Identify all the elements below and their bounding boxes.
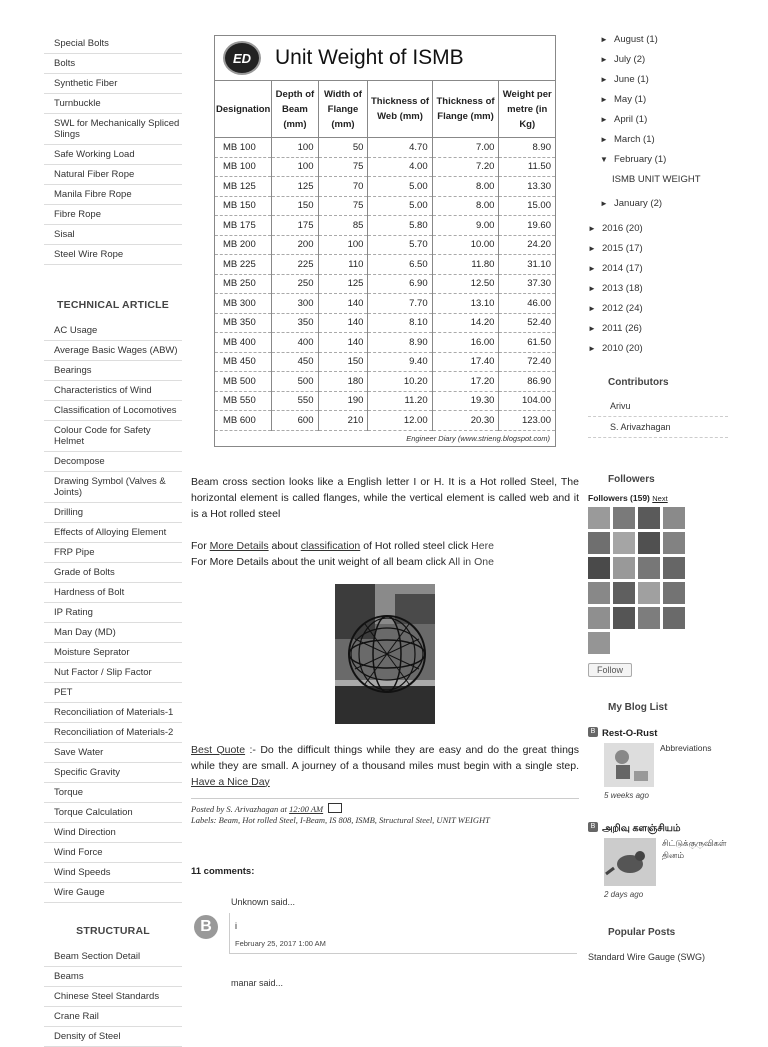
sphere-sculpture-image bbox=[335, 584, 435, 724]
table-cell: MB 200 bbox=[215, 235, 272, 255]
table-cell: 250 bbox=[272, 274, 318, 294]
archive-label: 2011 (26) bbox=[602, 323, 642, 334]
blogger-avatar-icon: B bbox=[194, 915, 218, 939]
table-cell: 70 bbox=[318, 177, 368, 197]
follower-avatar[interactable] bbox=[588, 532, 610, 554]
sidebar-link[interactable]: Colour Code for Safety Helmet bbox=[44, 421, 182, 452]
popular-posts-heading: Popular Posts bbox=[608, 927, 676, 938]
table-cell: 15.00 bbox=[499, 196, 555, 216]
table-cell: 550 bbox=[272, 391, 318, 411]
collapsed-triangle-icon[interactable]: ► bbox=[600, 35, 608, 44]
archive-label: 2015 (17) bbox=[602, 243, 643, 254]
follower-avatar[interactable] bbox=[588, 582, 610, 604]
blogger-icon: B bbox=[588, 727, 598, 737]
archive-label: August (1) bbox=[614, 34, 658, 45]
comment-author[interactable]: Unknown said... bbox=[231, 896, 296, 907]
collapsed-triangle-icon[interactable]: ► bbox=[588, 224, 596, 233]
expanded-triangle-icon[interactable]: ▼ bbox=[600, 155, 608, 164]
sidebar-link[interactable]: FRP Pipe bbox=[44, 543, 182, 563]
table-row bbox=[215, 157, 555, 177]
archive-month[interactable] bbox=[588, 34, 728, 54]
archive-label: 2012 (24) bbox=[602, 303, 643, 314]
sidebar-link[interactable]: Grade of Bolts bbox=[44, 563, 182, 583]
table-credit: Engineer Diary (www.strieng.blogspot.com) bbox=[406, 433, 550, 443]
table-row bbox=[215, 372, 555, 392]
archive-month[interactable] bbox=[588, 74, 728, 94]
collapsed-triangle-icon[interactable]: ► bbox=[600, 199, 608, 208]
table-cell: 14.20 bbox=[432, 313, 499, 333]
sidebar-link[interactable]: IP Rating bbox=[44, 603, 182, 623]
follower-avatar[interactable] bbox=[613, 582, 635, 604]
comment-text: i bbox=[235, 920, 237, 931]
sidebar-link[interactable]: Wind Direction bbox=[44, 823, 182, 843]
sidebar-link[interactable]: SWL for Mechanically Spliced Slings bbox=[44, 114, 182, 145]
text-about: about bbox=[271, 539, 298, 552]
table-row bbox=[215, 216, 555, 236]
posted-by: Posted by S. Arivazhagan at bbox=[191, 803, 287, 814]
follower-avatar[interactable] bbox=[663, 532, 685, 554]
sidebar-link[interactable]: Synthetic Fiber bbox=[44, 74, 182, 94]
contributor-link[interactable]: Arivu bbox=[588, 396, 728, 417]
archive-year[interactable] bbox=[588, 243, 728, 263]
table-cell: MB 450 bbox=[215, 352, 272, 372]
table-cell: 16.00 bbox=[432, 333, 499, 353]
table-cell: 50 bbox=[318, 138, 368, 158]
table-cell: MB 225 bbox=[215, 255, 272, 275]
sidebar-link[interactable]: Specific Gravity bbox=[44, 763, 182, 783]
archive-year[interactable] bbox=[588, 343, 728, 363]
cartoon-thumbnail-image bbox=[604, 743, 654, 787]
sidebar-link[interactable]: Manila Fibre Rope bbox=[44, 185, 182, 205]
follower-avatar[interactable] bbox=[663, 607, 685, 629]
contributors-list bbox=[588, 396, 728, 438]
table-cell: 8.00 bbox=[432, 177, 499, 197]
archive-post-link[interactable] bbox=[588, 174, 728, 198]
table-row bbox=[215, 255, 555, 275]
table-cell: 8.10 bbox=[368, 313, 432, 333]
text-hot-rolled: of Hot rolled steel click bbox=[363, 539, 469, 552]
table-header-cell: Width of Flange (mm) bbox=[318, 81, 368, 138]
collapsed-triangle-icon[interactable]: ► bbox=[588, 304, 596, 313]
best-quote-link[interactable]: Best Quote bbox=[191, 743, 246, 756]
table-cell: 75 bbox=[318, 157, 368, 177]
table-cell: MB 350 bbox=[215, 313, 272, 333]
collapsed-triangle-icon[interactable]: ► bbox=[588, 344, 596, 353]
follower-avatar[interactable] bbox=[638, 557, 660, 579]
table-cell: 400 bbox=[272, 333, 318, 353]
table-cell: 11.80 bbox=[432, 255, 499, 275]
post-paragraph-links bbox=[191, 538, 579, 570]
blog-post-age: 2 days ago bbox=[604, 890, 644, 899]
follower-avatar[interactable] bbox=[588, 557, 610, 579]
archive-year[interactable] bbox=[588, 263, 728, 283]
table-cell: 100 bbox=[272, 138, 318, 158]
table-cell: MB 100 bbox=[215, 157, 272, 177]
table-cell: 100 bbox=[272, 157, 318, 177]
table-cell: 450 bbox=[272, 352, 318, 372]
here-link[interactable]: Here bbox=[471, 539, 494, 552]
table-row bbox=[215, 352, 555, 372]
table-cell: 125 bbox=[272, 177, 318, 197]
table-row bbox=[215, 294, 555, 314]
quote-text: :- Do the difficult things while they are easy and do the great things while they are small. A journey of a thousand miles must begin with a single step. bbox=[191, 743, 579, 772]
table-cell: 7.00 bbox=[432, 138, 499, 158]
table-header-cell: Thickness of Flange (mm) bbox=[432, 81, 499, 138]
table-cell: MB 550 bbox=[215, 391, 272, 411]
follower-avatar[interactable] bbox=[613, 607, 635, 629]
table-cell: 110 bbox=[318, 255, 368, 275]
blog-post-age: 5 weeks ago bbox=[604, 791, 649, 800]
sidebar-link[interactable]: Fibre Rope bbox=[44, 205, 182, 225]
sidebar-link[interactable]: Bolts bbox=[44, 54, 182, 74]
email-post-icon[interactable] bbox=[328, 803, 342, 813]
table-cell: 37.30 bbox=[499, 274, 555, 294]
collapsed-triangle-icon[interactable]: ► bbox=[588, 244, 596, 253]
table-cell: 19.30 bbox=[432, 391, 499, 411]
sidebar-link[interactable]: Effects of Alloying Element bbox=[44, 523, 182, 543]
archive-year[interactable] bbox=[588, 223, 728, 243]
table-row bbox=[215, 313, 555, 333]
sidebar-link[interactable]: Wind Force bbox=[44, 843, 182, 863]
table-cell: 140 bbox=[318, 333, 368, 353]
archive-month[interactable] bbox=[588, 114, 728, 134]
table-title-bar bbox=[215, 36, 555, 81]
table-cell: 123.00 bbox=[499, 411, 555, 431]
archive-month[interactable] bbox=[588, 134, 728, 154]
sidebar-link[interactable]: PET bbox=[44, 683, 182, 703]
blog-list-item bbox=[588, 723, 728, 800]
sidebar-link[interactable]: Beams bbox=[44, 967, 182, 987]
collapsed-triangle-icon[interactable]: ► bbox=[600, 95, 608, 104]
table-cell: 20.30 bbox=[432, 411, 499, 431]
table-cell: 600 bbox=[272, 411, 318, 431]
table-cell: 12.00 bbox=[368, 411, 432, 431]
table-cell: 11.50 bbox=[499, 157, 555, 177]
sidebar-link[interactable]: Wind Speeds bbox=[44, 863, 182, 883]
text-for: For bbox=[191, 539, 207, 552]
archive-year[interactable] bbox=[588, 323, 728, 343]
technical-article-heading: TECHNICAL ARTICLE bbox=[57, 299, 169, 311]
archive-label: January (2) bbox=[614, 198, 663, 209]
weight-table bbox=[215, 81, 555, 431]
table-cell: 150 bbox=[272, 196, 318, 216]
blog-list bbox=[588, 723, 728, 899]
table-cell: 140 bbox=[318, 313, 368, 333]
table-cell: 6.50 bbox=[368, 255, 432, 275]
table-cell: 5.70 bbox=[368, 235, 432, 255]
table-cell: 100 bbox=[318, 235, 368, 255]
sidebar-link[interactable]: Special Bolts bbox=[44, 34, 182, 54]
link-list-technical bbox=[44, 321, 182, 903]
table-cell: 8.90 bbox=[368, 333, 432, 353]
archive-label: April (1) bbox=[614, 114, 648, 125]
blog-post-thumbnail bbox=[604, 743, 654, 787]
table-cell: 86.90 bbox=[499, 372, 555, 392]
sidebar-link[interactable]: Decompose bbox=[44, 452, 182, 472]
collapsed-triangle-icon[interactable]: ► bbox=[600, 135, 608, 144]
followers-count: Followers (159) bbox=[588, 493, 650, 503]
table-cell: 125 bbox=[318, 274, 368, 294]
table-cell: 31.10 bbox=[499, 255, 555, 275]
follower-avatar[interactable] bbox=[638, 532, 660, 554]
blog-post-thumbnail bbox=[604, 838, 656, 886]
follower-avatar[interactable] bbox=[663, 582, 685, 604]
table-cell: 190 bbox=[318, 391, 368, 411]
table-cell: 24.20 bbox=[499, 235, 555, 255]
blog-post-link[interactable]: Abbreviations bbox=[660, 743, 712, 753]
have-a-nice-day-link[interactable]: Have a Nice Day bbox=[191, 775, 270, 788]
table-cell: 52.40 bbox=[499, 313, 555, 333]
follower-avatar[interactable] bbox=[663, 507, 685, 529]
sidebar-link[interactable]: Average Basic Wages (ABW) bbox=[44, 341, 182, 361]
sidebar-link[interactable]: Density of Steel bbox=[44, 1027, 182, 1047]
table-cell: 19.60 bbox=[499, 216, 555, 236]
archive-month[interactable] bbox=[588, 198, 728, 223]
table-header-row bbox=[215, 81, 555, 138]
archive-month[interactable] bbox=[588, 54, 728, 74]
table-cell: MB 500 bbox=[215, 372, 272, 392]
archive-label: ISMB UNIT WEIGHT bbox=[612, 174, 701, 185]
table-title: Unit Weight of ISMB bbox=[275, 46, 464, 69]
archive-label: June (1) bbox=[614, 74, 649, 85]
archive-label: 2013 (18) bbox=[602, 283, 643, 294]
sidebar-link[interactable]: Sisal bbox=[44, 225, 182, 245]
table-row bbox=[215, 177, 555, 197]
popular-post-link[interactable]: Standard Wire Gauge (SWG) bbox=[588, 952, 706, 962]
archive-label: May (1) bbox=[614, 94, 647, 105]
table-header-cell: Designation bbox=[215, 81, 272, 138]
table-cell: 4.00 bbox=[368, 157, 432, 177]
follower-avatar[interactable] bbox=[588, 632, 610, 654]
collapsed-triangle-icon[interactable]: ► bbox=[600, 55, 608, 64]
right-sidebar bbox=[588, 34, 728, 962]
sidebar-link[interactable]: Moisture Seprator bbox=[44, 643, 182, 663]
sidebar-link[interactable]: Man Day (MD) bbox=[44, 623, 182, 643]
table-cell: 180 bbox=[318, 372, 368, 392]
table-cell: MB 250 bbox=[215, 274, 272, 294]
table-cell: 10.20 bbox=[368, 372, 432, 392]
engineer-diary-logo: ED bbox=[223, 41, 261, 75]
table-header-cell: Depth of Beam (mm) bbox=[272, 81, 318, 138]
sidebar-link[interactable]: Torque bbox=[44, 783, 182, 803]
follower-avatar[interactable] bbox=[613, 532, 635, 554]
archive-label: July (2) bbox=[614, 54, 646, 65]
blog-archive bbox=[588, 34, 728, 363]
sidebar-link[interactable]: Natural Fiber Rope bbox=[44, 165, 182, 185]
sidebar-link[interactable]: Safe Working Load bbox=[44, 145, 182, 165]
sidebar-link[interactable]: Nut Factor / Slip Factor bbox=[44, 663, 182, 683]
table-cell: 500 bbox=[272, 372, 318, 392]
table-cell: 5.80 bbox=[368, 216, 432, 236]
follower-avatar[interactable] bbox=[588, 607, 610, 629]
table-cell: 210 bbox=[318, 411, 368, 431]
sidebar-link[interactable]: Crane Rail bbox=[44, 1007, 182, 1027]
post-labels: Labels: Beam, Hot rolled Steel, I-Beam, IS 808, ISMB, Structural Steel, UNIT WEIGHT bbox=[191, 814, 490, 825]
sidebar-link[interactable]: Reconciliation of Materials-1 bbox=[44, 703, 182, 723]
table-row bbox=[215, 196, 555, 216]
table-cell: 7.70 bbox=[368, 294, 432, 314]
archive-label: 2014 (17) bbox=[602, 263, 643, 274]
collapsed-triangle-icon[interactable]: ► bbox=[588, 324, 596, 333]
sidebar-link[interactable]: Drilling bbox=[44, 503, 182, 523]
archive-label: March (1) bbox=[614, 134, 655, 145]
sidebar-link[interactable]: Beam Section Detail bbox=[44, 947, 182, 967]
table-row bbox=[215, 391, 555, 411]
blogger-icon: B bbox=[588, 822, 598, 832]
blog-list-item bbox=[588, 818, 728, 899]
sidebar-link[interactable]: Chinese Steel Standards bbox=[44, 987, 182, 1007]
post-footer bbox=[191, 798, 579, 826]
comments-count: 11 comments: bbox=[191, 865, 255, 877]
link-list-structural bbox=[44, 947, 182, 1047]
archive-year[interactable] bbox=[588, 303, 728, 323]
blog-title-link[interactable]: Rest-O-Rust bbox=[602, 728, 658, 739]
table-cell: 13.10 bbox=[432, 294, 499, 314]
table-cell: 46.00 bbox=[499, 294, 555, 314]
sidebar-link[interactable]: Drawing Symbol (Valves & Joints) bbox=[44, 472, 182, 503]
comment-item bbox=[200, 913, 577, 954]
post-byline bbox=[191, 802, 579, 815]
sidebar-link[interactable]: Reconciliation of Materials-2 bbox=[44, 723, 182, 743]
table-cell: 8.00 bbox=[432, 196, 499, 216]
table-cell: 175 bbox=[272, 216, 318, 236]
table-cell: 300 bbox=[272, 294, 318, 314]
blog-title-link[interactable]: அறிவு களஞ்சியம் bbox=[602, 823, 681, 834]
table-row bbox=[215, 235, 555, 255]
collapsed-triangle-icon[interactable]: ► bbox=[588, 264, 596, 273]
bird-thumbnail-image bbox=[604, 838, 656, 886]
sidebar-link[interactable]: Save Water bbox=[44, 743, 182, 763]
more-details-link[interactable]: More Details bbox=[209, 539, 269, 552]
table-cell: 11.20 bbox=[368, 391, 432, 411]
table-cell: MB 100 bbox=[215, 138, 272, 158]
archive-label: February (1) bbox=[614, 154, 667, 165]
archive-year[interactable] bbox=[588, 283, 728, 303]
post-body bbox=[191, 35, 579, 988]
table-cell: 140 bbox=[318, 294, 368, 314]
classification-link[interactable]: classification bbox=[300, 539, 361, 552]
contributor-link[interactable]: S. Arivazhagan bbox=[588, 417, 728, 438]
table-cell: 10.00 bbox=[432, 235, 499, 255]
table-row bbox=[215, 333, 555, 353]
table-cell: 17.20 bbox=[432, 372, 499, 392]
archive-label: 2010 (20) bbox=[602, 343, 643, 354]
table-cell: 12.50 bbox=[432, 274, 499, 294]
left-sidebar bbox=[44, 34, 182, 1047]
table-cell: 13.30 bbox=[499, 177, 555, 197]
sidebar-link[interactable]: Turnbuckle bbox=[44, 94, 182, 114]
followers-grid bbox=[588, 507, 708, 657]
table-row bbox=[215, 411, 555, 431]
table-cell: 225 bbox=[272, 255, 318, 275]
table-body bbox=[215, 138, 555, 431]
post-paragraph-1: Beam cross section looks like a English letter I or H. It is a Hot rolled Steel, The horizontal element is called flanges, while the vertical element is called web and it is a Hot rolled steel bbox=[191, 475, 579, 520]
structural-heading: STRUCTURAL bbox=[76, 925, 150, 937]
follower-avatar[interactable] bbox=[613, 507, 635, 529]
table-cell: 72.40 bbox=[499, 352, 555, 372]
sidebar-link[interactable]: Characteristics of Wind bbox=[44, 381, 182, 401]
follower-avatar[interactable] bbox=[588, 507, 610, 529]
sidebar-link[interactable]: AC Usage bbox=[44, 321, 182, 341]
sidebar-link[interactable]: Steel Wire Rope bbox=[44, 245, 182, 265]
table-header-cell: Weight per metre (in Kg) bbox=[499, 81, 555, 138]
follower-avatar[interactable] bbox=[638, 582, 660, 604]
table-cell: 150 bbox=[318, 352, 368, 372]
archive-month[interactable] bbox=[588, 154, 728, 174]
table-cell: MB 175 bbox=[215, 216, 272, 236]
table-cell: MB 300 bbox=[215, 294, 272, 314]
table-row bbox=[215, 138, 555, 158]
quote-paragraph bbox=[191, 742, 579, 790]
table-cell: MB 400 bbox=[215, 333, 272, 353]
table-cell: 9.00 bbox=[432, 216, 499, 236]
table-cell: 4.70 bbox=[368, 138, 432, 158]
post-time-link[interactable]: 12:00 AM bbox=[289, 803, 324, 814]
sidebar-link[interactable]: Classification of Locomotives bbox=[44, 401, 182, 421]
follower-avatar[interactable] bbox=[638, 607, 660, 629]
table-cell: 9.40 bbox=[368, 352, 432, 372]
sidebar-link[interactable]: Hardness of Bolt bbox=[44, 583, 182, 603]
table-cell: MB 600 bbox=[215, 411, 272, 431]
table-cell: 85 bbox=[318, 216, 368, 236]
followers-heading: Followers bbox=[608, 474, 655, 485]
archive-month[interactable] bbox=[588, 94, 728, 114]
table-cell: MB 125 bbox=[215, 177, 272, 197]
sidebar-link[interactable]: Bearings bbox=[44, 361, 182, 381]
wire-sphere-photo bbox=[335, 584, 435, 724]
blog-post-link[interactable]: சிட்டுக்குருவிகள் தினம் bbox=[662, 838, 727, 860]
table-cell: 7.20 bbox=[432, 157, 499, 177]
comment-author-2[interactable]: manar said... bbox=[231, 977, 284, 988]
follower-avatar[interactable] bbox=[613, 557, 635, 579]
follower-avatar[interactable] bbox=[663, 557, 685, 579]
archive-label: 2016 (20) bbox=[602, 223, 643, 234]
link-list-top bbox=[44, 34, 182, 265]
table-cell: MB 150 bbox=[215, 196, 272, 216]
table-cell: 104.00 bbox=[499, 391, 555, 411]
collapsed-triangle-icon[interactable]: ► bbox=[600, 75, 608, 84]
contributors-heading: Contributors bbox=[608, 377, 669, 388]
followers-count-row bbox=[588, 493, 728, 503]
followers-next-link[interactable]: Next bbox=[652, 494, 668, 503]
text-unit-weight-line: For More Details about the unit weight of all beam click bbox=[191, 555, 447, 568]
collapsed-triangle-icon[interactable]: ► bbox=[600, 115, 608, 124]
follow-button[interactable]: Follow bbox=[588, 663, 632, 677]
all-in-one-link[interactable]: All in One bbox=[448, 555, 494, 568]
comment-date-link[interactable]: February 25, 2017 1:00 AM bbox=[235, 938, 326, 948]
table-cell: 75 bbox=[318, 196, 368, 216]
table-cell: 200 bbox=[272, 235, 318, 255]
table-cell: 5.00 bbox=[368, 196, 432, 216]
unit-weight-table-image bbox=[214, 35, 556, 447]
sidebar-link[interactable]: Wire Gauge bbox=[44, 883, 182, 903]
table-header-cell: Thickness of Web (mm) bbox=[368, 81, 432, 138]
collapsed-triangle-icon[interactable]: ► bbox=[588, 284, 596, 293]
sidebar-link[interactable]: Torque Calculation bbox=[44, 803, 182, 823]
follower-avatar[interactable] bbox=[638, 507, 660, 529]
table-cell: 17.40 bbox=[432, 352, 499, 372]
table-cell: 5.00 bbox=[368, 177, 432, 197]
table-cell: 8.90 bbox=[499, 138, 555, 158]
table-cell: 350 bbox=[272, 313, 318, 333]
table-cell: 6.90 bbox=[368, 274, 432, 294]
table-cell: 61.50 bbox=[499, 333, 555, 353]
blog-list-heading: My Blog List bbox=[608, 702, 668, 713]
table-row bbox=[215, 274, 555, 294]
